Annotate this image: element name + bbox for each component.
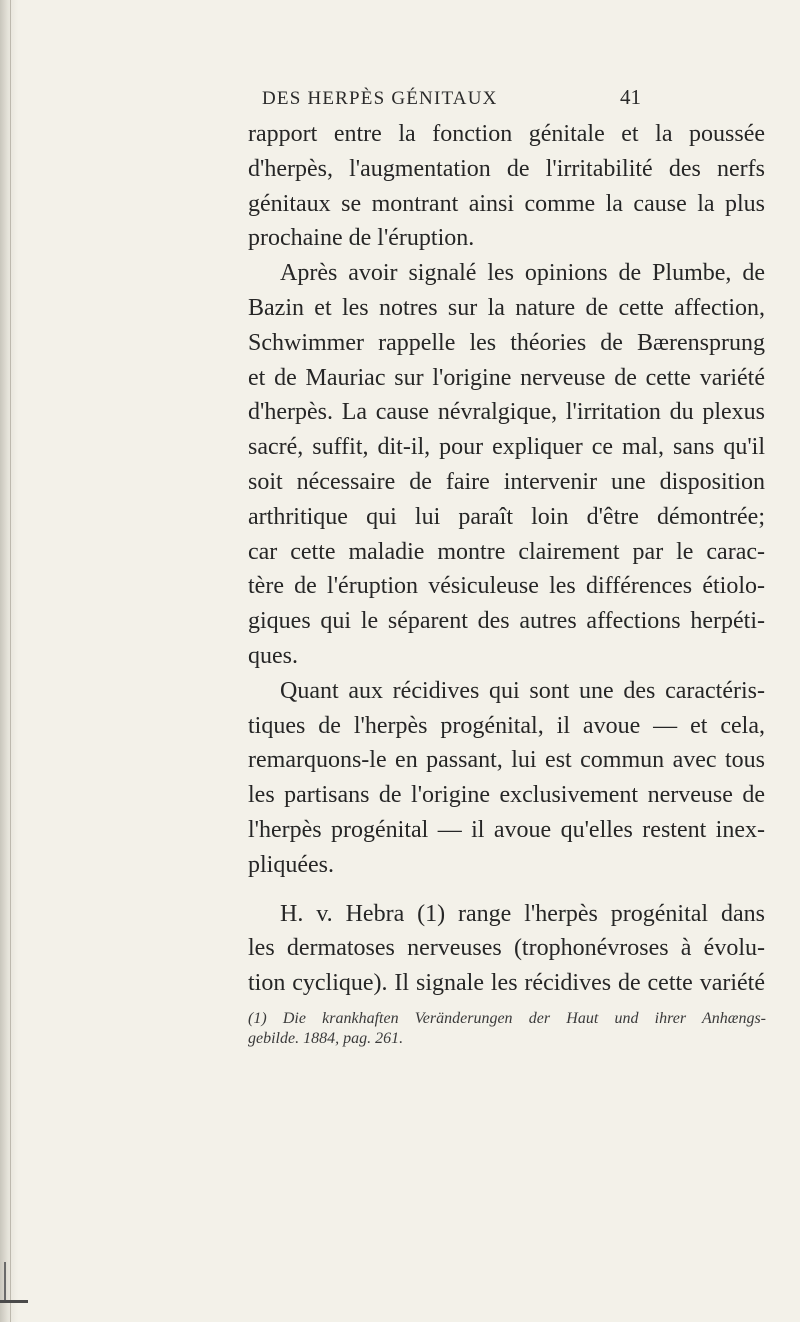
page-number: 41: [620, 85, 641, 109]
text-line: les partisans de l'origine exclusivement nerveuse de: [248, 782, 765, 809]
text-line: tiques de l'herpès progénital, il avoue — et cela,: [248, 712, 765, 739]
text-line: arthritique qui lui paraît loin d'être démontrée;: [248, 503, 765, 530]
text-line: Après avoir signalé les opinions de Plumbe, de: [280, 260, 765, 287]
body-text: [248, 117, 765, 1001]
text-line: soit nécessaire de faire intervenir une disposition: [248, 468, 765, 495]
text-line: d'herpès. La cause névralgique, l'irritation du plexus: [248, 399, 765, 426]
text-line: ques.: [248, 642, 298, 669]
scan-corner-mark: [0, 1300, 28, 1303]
text-line: pliquées.: [248, 851, 334, 878]
text-line: et de Mauriac sur l'origine nerveuse de cette variété: [248, 364, 765, 391]
text-line: génitaux se montrant ainsi comme la cause la plus: [248, 190, 765, 217]
text-line: giques qui le séparent des autres affections herpéti-: [248, 608, 765, 635]
page-gutter-shadow: [0, 0, 18, 1322]
text-line: rapport entre la fonction génitale et la poussée: [248, 121, 765, 147]
text-line: Quant aux récidives qui sont une des caractéris-: [280, 677, 765, 704]
text-line: tion cyclique). Il signale les récidives de cette variété: [248, 970, 765, 997]
text-line: Schwimmer rappelle les théories de Bærensprung: [248, 329, 765, 356]
text-line: remarquons-le en passant, lui est commun avec tous: [248, 747, 765, 774]
running-title: DES HERPÈS GÉNITAUX: [262, 88, 498, 109]
paragraph-gap: [248, 883, 765, 897]
scan-corner-mark-vertical: [4, 1262, 6, 1302]
text-line: les dermatoses nerveuses (trophonévroses à évolu-: [248, 935, 765, 962]
text-line: d'herpès, l'augmentation de l'irritabilité des nerfs: [248, 155, 765, 182]
text-line: prochaine de l'éruption.: [248, 225, 475, 252]
text-line: H. v. Hebra (1) range l'herpès progénital dans: [280, 900, 765, 927]
text-line: sacré, suffit, dit-il, pour expliquer ce mal, sans qu'il: [248, 434, 765, 461]
text-line: tère de l'éruption vésiculeuse les différences étiolo-: [248, 573, 765, 600]
text-line: Bazin et les notres sur la nature de cette affection,: [248, 294, 765, 321]
text-line: l'herpès progénital — il avoue qu'elles restent inex-: [248, 816, 765, 843]
footnote-line: gebilde. 1884, pag. 261.: [248, 1030, 404, 1047]
text-line: car cette maladie montre clairement par le carac-: [248, 538, 765, 565]
page-edge: [10, 0, 11, 1322]
footnote: [248, 1009, 766, 1049]
footnote-line: (1) Die krankhaften Veränderungen der Haut und ihrer Anhængs-: [248, 1010, 766, 1027]
